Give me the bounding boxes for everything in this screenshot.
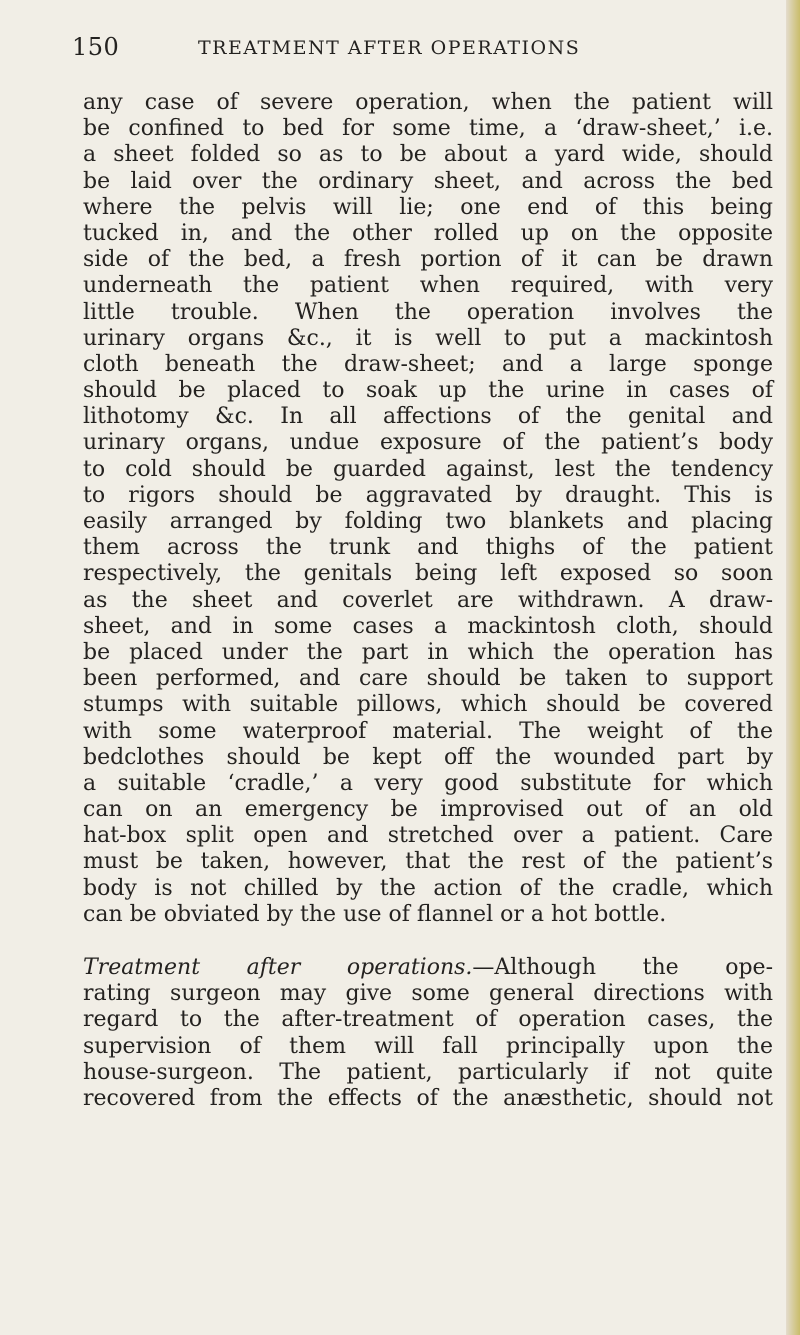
text-line: house-surgeon. The patient, particularly if not quite (83, 1059, 773, 1085)
text-line: be confined to bed for some time, a ‘draw-sheet,’ i.e. (83, 116, 773, 142)
text-line: respectively, the genitals being left exposed so soon (83, 561, 773, 587)
text-line: been performed, and care should be taken to support (83, 666, 773, 692)
section-heading: Treatment after operations. (83, 955, 473, 980)
running-head: TREATMENT AFTER OPERATIONS (198, 37, 581, 59)
text-line: easily arranged by folding two blankets and placing (83, 509, 773, 534)
text-line: be laid over the ordinary sheet, and across the bed (83, 168, 773, 194)
text-line: rating surgeon may give some general directions with (83, 981, 773, 1007)
text-line: stumps with suitable pillows, which should be covered (83, 692, 773, 718)
text-line: should be placed to soak up the urine in cases of (83, 378, 773, 404)
text-line: regard to the after-treatment of operation cases, the (83, 1007, 773, 1033)
text-line: little trouble. When the operation involves the (83, 299, 773, 325)
text-line: with some waterproof material. The weight of the (83, 718, 773, 744)
text-line: bedclothes should be kept off the wounded part by (83, 744, 773, 770)
text-line: to rigors should be aggravated by draught. This is (83, 482, 773, 508)
page-number: 150 (72, 33, 120, 61)
text-line: urinary organs, undue exposure of the patient’s body (83, 430, 773, 456)
text-line: supervision of them will fall principally upon the (83, 1033, 773, 1059)
text-line: cloth beneath the draw-sheet; and a large sponge (83, 351, 773, 377)
text-line: lithotomy &c. In all affections of the genital and (83, 404, 773, 430)
body-text (83, 90, 773, 1112)
heading-line-text: —Although the ope- (472, 955, 773, 980)
text-line: tucked in, and the other rolled up on the opposite (83, 220, 773, 246)
paragraph-gap (83, 928, 773, 955)
text-line (83, 955, 773, 981)
text-line: body is not chilled by the action of the cradle, which (83, 875, 773, 901)
paragraph-2 (83, 955, 773, 1112)
text-line: be placed under the part in which the operation has (83, 639, 773, 665)
text-line: to cold should be guarded against, lest the tendency (83, 456, 773, 482)
text-line: underneath the patient when required, with very (83, 273, 773, 299)
text-line: must be taken, however, that the rest of the patient’s (83, 849, 773, 875)
text-line: can be obviated by the use of flannel or a hot bottle. (83, 901, 667, 927)
text-line: as the sheet and coverlet are withdrawn. A draw- (83, 587, 773, 613)
text-line: them across the trunk and thighs of the patient (83, 535, 773, 561)
paragraph-1 (83, 90, 773, 928)
text-line: a suitable ‘cradle,’ a very good substitute for which (83, 770, 773, 796)
text-line: hat-box split open and stretched over a patient. Care (83, 823, 773, 849)
text-line: sheet, and in some cases a mackintosh cloth, should (83, 613, 773, 639)
text-line: recovered from the effects of the anæsthetic, should not (83, 1085, 773, 1111)
page-header (0, 33, 800, 63)
text-line: where the pelvis will lie; one end of this being (83, 194, 773, 220)
page-edge (786, 0, 800, 1335)
text-line: can on an emergency be improvised out of an old (83, 797, 773, 823)
text-line: a sheet folded so as to be about a yard wide, should (83, 142, 773, 168)
text-line: side of the bed, a fresh portion of it can be drawn (83, 247, 773, 273)
text-line: urinary organs &c., it is well to put a mackintosh (83, 325, 773, 351)
text-line: any case of severe operation, when the patient will (83, 90, 773, 115)
